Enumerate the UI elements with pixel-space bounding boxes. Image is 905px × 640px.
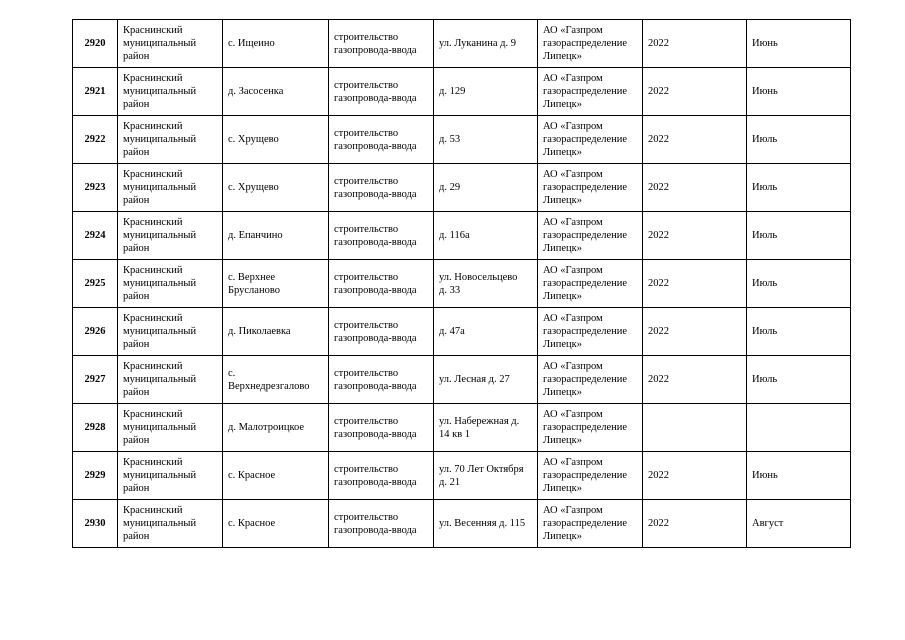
table-row xyxy=(73,404,851,452)
district-cell: Краснинский муниципальный район xyxy=(118,20,223,68)
year-cell: 2022 xyxy=(643,500,747,548)
settlement-cell: с. Хрущево xyxy=(223,164,329,212)
organization-cell: АО «Газпром газораспределение Липецк» xyxy=(538,500,643,548)
table-row xyxy=(73,116,851,164)
table-row xyxy=(73,356,851,404)
month-cell: Июль xyxy=(747,260,851,308)
row-number: 2929 xyxy=(73,452,118,500)
month-cell: Июль xyxy=(747,116,851,164)
gas-works-table xyxy=(72,19,851,548)
address-cell: ул. Набережная д. 14 кв 1 xyxy=(434,404,538,452)
month-cell: Июнь xyxy=(747,452,851,500)
year-cell: 2022 xyxy=(643,308,747,356)
address-cell: д. 129 xyxy=(434,68,538,116)
address-cell: д. 29 xyxy=(434,164,538,212)
district-cell: Краснинский муниципальный район xyxy=(118,404,223,452)
year-cell: 2022 xyxy=(643,68,747,116)
year-cell: 2022 xyxy=(643,20,747,68)
row-number: 2928 xyxy=(73,404,118,452)
address-cell: ул. Новосельцево д. 33 xyxy=(434,260,538,308)
row-number: 2923 xyxy=(73,164,118,212)
organization-cell: АО «Газпром газораспределение Липецк» xyxy=(538,212,643,260)
district-cell: Краснинский муниципальный район xyxy=(118,308,223,356)
address-cell: ул. Лесная д. 27 xyxy=(434,356,538,404)
settlement-cell: д. Засосенка xyxy=(223,68,329,116)
month-cell: Август xyxy=(747,500,851,548)
settlement-cell: д. Епанчино xyxy=(223,212,329,260)
year-cell: 2022 xyxy=(643,212,747,260)
organization-cell: АО «Газпром газораспределение Липецк» xyxy=(538,260,643,308)
settlement-cell: с. Красное xyxy=(223,500,329,548)
district-cell: Краснинский муниципальный район xyxy=(118,212,223,260)
work-type-cell: строительство газопровода-ввода xyxy=(329,308,434,356)
year-cell: 2022 xyxy=(643,260,747,308)
district-cell: Краснинский муниципальный район xyxy=(118,68,223,116)
table-row xyxy=(73,20,851,68)
month-cell xyxy=(747,404,851,452)
row-number: 2920 xyxy=(73,20,118,68)
address-cell: д. 53 xyxy=(434,116,538,164)
district-cell: Краснинский муниципальный район xyxy=(118,500,223,548)
month-cell: Июнь xyxy=(747,68,851,116)
organization-cell: АО «Газпром газораспределение Липецк» xyxy=(538,452,643,500)
work-type-cell: строительство газопровода-ввода xyxy=(329,452,434,500)
row-number: 2921 xyxy=(73,68,118,116)
settlement-cell: с. Хрущево xyxy=(223,116,329,164)
organization-cell: АО «Газпром газораспределение Липецк» xyxy=(538,356,643,404)
table-row xyxy=(73,260,851,308)
settlement-cell: с. Ищеино xyxy=(223,20,329,68)
row-number: 2925 xyxy=(73,260,118,308)
settlement-cell: с. Красное xyxy=(223,452,329,500)
settlement-cell: д. Малотроицкое xyxy=(223,404,329,452)
year-cell: 2022 xyxy=(643,164,747,212)
organization-cell: АО «Газпром газораспределение Липецк» xyxy=(538,308,643,356)
month-cell: Июль xyxy=(747,356,851,404)
table-row xyxy=(73,164,851,212)
table-row xyxy=(73,452,851,500)
month-cell: Июль xyxy=(747,212,851,260)
row-number: 2927 xyxy=(73,356,118,404)
year-cell xyxy=(643,404,747,452)
organization-cell: АО «Газпром газораспределение Липецк» xyxy=(538,404,643,452)
table-row xyxy=(73,68,851,116)
month-cell: Июль xyxy=(747,308,851,356)
address-cell: д. 116а xyxy=(434,212,538,260)
settlement-cell: д. Пиколаевка xyxy=(223,308,329,356)
district-cell: Краснинский муниципальный район xyxy=(118,452,223,500)
table-row xyxy=(73,500,851,548)
district-cell: Краснинский муниципальный район xyxy=(118,260,223,308)
year-cell: 2022 xyxy=(643,356,747,404)
address-cell: д. 47а xyxy=(434,308,538,356)
row-number: 2922 xyxy=(73,116,118,164)
row-number: 2924 xyxy=(73,212,118,260)
year-cell: 2022 xyxy=(643,452,747,500)
row-number: 2930 xyxy=(73,500,118,548)
table-row xyxy=(73,212,851,260)
district-cell: Краснинский муниципальный район xyxy=(118,356,223,404)
address-cell: ул. Луканина д. 9 xyxy=(434,20,538,68)
work-type-cell: строительство газопровода-ввода xyxy=(329,164,434,212)
organization-cell: АО «Газпром газораспределение Липецк» xyxy=(538,20,643,68)
organization-cell: АО «Газпром газораспределение Липецк» xyxy=(538,116,643,164)
organization-cell: АО «Газпром газораспределение Липецк» xyxy=(538,68,643,116)
work-type-cell: строительство газопровода-ввода xyxy=(329,356,434,404)
work-type-cell: строительство газопровода-ввода xyxy=(329,404,434,452)
row-number: 2926 xyxy=(73,308,118,356)
settlement-cell: с. Верхнее Бруслановo xyxy=(223,260,329,308)
organization-cell: АО «Газпром газораспределение Липецк» xyxy=(538,164,643,212)
work-type-cell: строительство газопровода-ввода xyxy=(329,116,434,164)
work-type-cell: строительство газопровода-ввода xyxy=(329,260,434,308)
month-cell: Июль xyxy=(747,164,851,212)
district-cell: Краснинский муниципальный район xyxy=(118,116,223,164)
address-cell: ул. Весенняя д. 115 xyxy=(434,500,538,548)
work-type-cell: строительство газопровода-ввода xyxy=(329,212,434,260)
work-type-cell: строительство газопровода-ввода xyxy=(329,20,434,68)
work-type-cell: строительство газопровода-ввода xyxy=(329,500,434,548)
address-cell: ул. 70 Лет Октября д. 21 xyxy=(434,452,538,500)
year-cell: 2022 xyxy=(643,116,747,164)
month-cell: Июнь xyxy=(747,20,851,68)
table-row xyxy=(73,308,851,356)
table-body xyxy=(73,20,851,548)
settlement-cell: с. Верхнедрезгалово xyxy=(223,356,329,404)
work-type-cell: строительство газопровода-ввода xyxy=(329,68,434,116)
district-cell: Краснинский муниципальный район xyxy=(118,164,223,212)
